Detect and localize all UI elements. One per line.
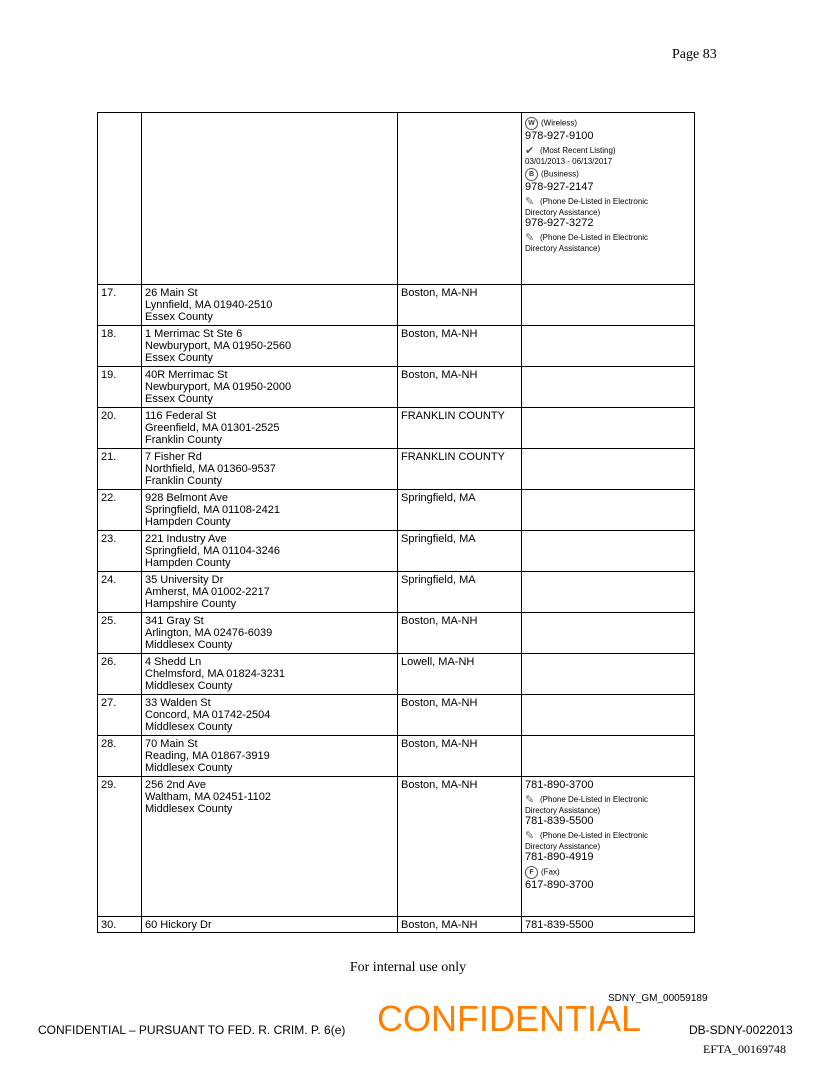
internal-use-note: For internal use only — [349, 960, 467, 975]
phone-cell — [522, 654, 695, 695]
checkmark-icon: ✔ — [525, 145, 535, 158]
address-cell — [142, 917, 398, 933]
address-line: Northfield, MA 01360-9537 — [145, 463, 276, 475]
metro-area-cell: FRANKLIN COUNTY — [398, 449, 522, 490]
address-line: 7 Fisher Rd — [145, 451, 202, 463]
row-number-cell: 22. — [98, 490, 142, 531]
row-number-cell: 28. — [98, 736, 142, 777]
address-line: Greenfield, MA 01301-2525 — [145, 422, 280, 434]
row-number-cell: 21. — [98, 449, 142, 490]
address-line: Concord, MA 01742-2504 — [145, 709, 271, 721]
table-row — [98, 449, 695, 490]
confidential-notice: CONFIDENTIAL – PURSUANT TO FED. R. CRIM. P. 6(e) — [38, 1023, 346, 1037]
metro-area-cell: Boston, MA-NH — [398, 285, 522, 326]
phone-cell — [522, 531, 695, 572]
phone-cell — [522, 367, 695, 408]
address-line: Franklin County — [145, 475, 223, 487]
phone-type-f-icon: F — [525, 866, 538, 879]
phone-cell — [522, 449, 695, 490]
address-cell — [142, 736, 398, 777]
address-line: Essex County — [145, 393, 213, 405]
phone-label-line — [525, 232, 691, 244]
table-row — [98, 490, 695, 531]
phone-cell — [522, 736, 695, 777]
address-line: Hampden County — [145, 557, 231, 569]
metro-area-cell: Springfield, MA — [398, 490, 522, 531]
phone-type-label: (Phone De-Listed in Electronic — [540, 795, 649, 805]
phone-type-label: (Phone De-Listed in Electronic — [540, 831, 649, 841]
address-cell — [142, 613, 398, 654]
address-line: 33 Walden St — [145, 697, 211, 709]
address-line: Hampden County — [145, 516, 231, 528]
phone-number: 781-890-4919 — [525, 851, 594, 864]
address-line: 116 Federal St — [145, 410, 217, 422]
address-cell — [142, 113, 398, 285]
phone-cell — [522, 490, 695, 531]
row-number-cell: 30. — [98, 917, 142, 933]
phone-label-continued: Directory Assistance) — [525, 208, 601, 218]
row-number-cell — [98, 113, 142, 285]
address-line: Middlesex County — [145, 680, 233, 692]
table-row — [98, 613, 695, 654]
phone-entry — [525, 794, 691, 828]
phone-type-label: (Wireless) — [541, 118, 577, 128]
phone-cell — [522, 695, 695, 736]
pencil-icon: ✎ — [525, 196, 535, 209]
row-number-cell: 20. — [98, 408, 142, 449]
table-row — [98, 695, 695, 736]
phone-label-continued: 03/01/2013 - 06/13/2017 — [525, 157, 613, 167]
phone-number: 617-890-3700 — [525, 879, 594, 892]
address-cell — [142, 695, 398, 736]
address-line: Essex County — [145, 352, 213, 364]
address-line: Middlesex County — [145, 762, 233, 774]
table-row — [98, 572, 695, 613]
metro-area-cell: Boston, MA-NH — [398, 613, 522, 654]
bates-sdny-gm: SDNY_GM_00059189 — [608, 993, 708, 1004]
address-cell — [142, 326, 398, 367]
page-number: Page 83 — [672, 47, 717, 62]
metro-area-cell: Boston, MA-NH — [398, 367, 522, 408]
address-line: Reading, MA 01867-3919 — [145, 750, 270, 762]
records-table-body — [98, 113, 695, 933]
address-line: Hampshire County — [145, 598, 237, 610]
address-line: Lynnfield, MA 01940-2510 — [145, 299, 273, 311]
pencil-icon: ✎ — [525, 794, 535, 807]
phone-label-line — [525, 830, 691, 842]
address-cell — [142, 408, 398, 449]
address-line: Waltham, MA 02451-1102 — [145, 791, 271, 803]
phone-type-label: (Phone De-Listed in Electronic — [540, 197, 649, 207]
phone-type-w-icon: W — [525, 117, 538, 130]
phone-cell — [522, 408, 695, 449]
address-line: 70 Main St — [145, 738, 198, 750]
address-line: Amherst, MA 01002-2217 — [145, 586, 270, 598]
address-line: Springfield, MA 01104-3246 — [145, 545, 280, 557]
phone-number: 978-927-3272 — [525, 217, 594, 230]
phone-type-label: (Fax) — [541, 867, 560, 877]
address-line: 1 Merrimac St Ste 6 — [145, 328, 243, 340]
table-row — [98, 736, 695, 777]
address-line: Springfield, MA 01108-2421 — [145, 504, 280, 516]
row-number-cell: 26. — [98, 654, 142, 695]
phone-entry — [525, 866, 691, 892]
metro-area-cell: FRANKLIN COUNTY — [398, 408, 522, 449]
table-row — [98, 408, 695, 449]
phone-cell — [522, 285, 695, 326]
address-cell — [142, 654, 398, 695]
phone-cell — [522, 572, 695, 613]
address-cell — [142, 490, 398, 531]
table-row — [98, 654, 695, 695]
phone-label-continued: Directory Assistance) — [525, 244, 601, 254]
address-line: 256 2nd Ave — [145, 779, 206, 791]
phone-number: 978-927-2147 — [525, 181, 594, 194]
address-line: Newburyport, MA 01950-2000 — [145, 381, 292, 393]
phone-type-label: (Business) — [541, 169, 579, 179]
address-cell — [142, 449, 398, 490]
phone-type-b-icon: B — [525, 168, 538, 181]
row-number-cell: 24. — [98, 572, 142, 613]
address-line: 40R Merrimac St — [145, 369, 228, 381]
row-number-cell: 19. — [98, 367, 142, 408]
phone-cell — [522, 917, 695, 933]
table-row — [98, 113, 695, 285]
phone-number: 781-890-3700 — [525, 779, 594, 791]
phone-number: 781-839-5500 — [525, 815, 594, 828]
address-line: Newburyport, MA 01950-2560 — [145, 340, 292, 352]
phone-label-line — [525, 145, 691, 157]
address-line: Chelmsford, MA 01824-3231 — [145, 668, 286, 680]
metro-area-cell: Lowell, MA-NH — [398, 654, 522, 695]
address-line: Middlesex County — [145, 803, 233, 815]
table-row — [98, 326, 695, 367]
phone-label-line — [525, 168, 691, 181]
efta-number: EFTA_00169748 — [703, 1042, 787, 1056]
row-number-cell: 29. — [98, 777, 142, 917]
table-row — [98, 285, 695, 326]
confidential-stamp: CONFIDENTIAL — [377, 998, 642, 1039]
address-line: 341 Gray St — [145, 615, 204, 627]
phone-entry — [525, 232, 691, 253]
address-line: Middlesex County — [145, 721, 233, 733]
phone-entry — [525, 117, 691, 143]
pencil-icon: ✎ — [525, 232, 535, 245]
row-number-cell: 18. — [98, 326, 142, 367]
phone-label-continued: Directory Assistance) — [525, 842, 601, 852]
address-cell — [142, 285, 398, 326]
phone-label-line — [525, 196, 691, 208]
phone-entry — [525, 145, 691, 166]
address-line: 4 Shedd Ln — [145, 656, 202, 668]
phone-label-line — [525, 866, 691, 879]
bates-db-sdny: DB-SDNY-0022013 — [689, 1023, 793, 1037]
address-cell — [142, 777, 398, 917]
phone-type-label: (Phone De-Listed in Electronic — [540, 233, 649, 243]
metro-area-cell: Boston, MA-NH — [398, 326, 522, 367]
phone-cell — [522, 777, 695, 917]
phone-label-continued: Directory Assistance) — [525, 806, 601, 816]
phone-entry — [525, 919, 691, 932]
phone-cell — [522, 613, 695, 654]
metro-area-cell — [398, 113, 522, 285]
address-line: Essex County — [145, 311, 213, 323]
metro-area-cell: Boston, MA-NH — [398, 695, 522, 736]
address-line: 928 Belmont Ave — [145, 492, 228, 504]
phone-number: 781-839-5500 — [525, 919, 594, 931]
phone-type-label: (Most Recent Listing) — [540, 146, 616, 156]
phone-entry — [525, 830, 691, 864]
phone-entry — [525, 168, 691, 194]
table-row — [98, 367, 695, 408]
pencil-icon: ✎ — [525, 830, 535, 843]
row-number-cell: 27. — [98, 695, 142, 736]
address-line: Arlington, MA 02476-6039 — [145, 627, 273, 639]
table-row — [98, 917, 695, 933]
address-line: 221 Industry Ave — [145, 533, 227, 545]
metro-area-cell: Springfield, MA — [398, 572, 522, 613]
phone-number: 978-927-9100 — [525, 130, 594, 142]
address-line: Franklin County — [145, 434, 223, 446]
address-line: Middlesex County — [145, 639, 233, 651]
records-table — [97, 112, 695, 933]
row-number-cell: 17. — [98, 285, 142, 326]
row-number-cell: 25. — [98, 613, 142, 654]
phone-entry — [525, 196, 691, 230]
metro-area-cell: Boston, MA-NH — [398, 777, 522, 917]
phone-cell — [522, 113, 695, 285]
row-number-cell: 23. — [98, 531, 142, 572]
phone-entry — [525, 779, 691, 792]
address-line: 26 Main St — [145, 287, 198, 299]
address-line: 60 Hickory Dr — [145, 919, 212, 931]
metro-area-cell: Boston, MA-NH — [398, 917, 522, 933]
table-row — [98, 777, 695, 917]
address-cell — [142, 572, 398, 613]
metro-area-cell: Springfield, MA — [398, 531, 522, 572]
address-cell — [142, 531, 398, 572]
table-row — [98, 531, 695, 572]
address-line: 35 University Dr — [145, 574, 224, 586]
metro-area-cell: Boston, MA-NH — [398, 736, 522, 777]
phone-label-line — [525, 794, 691, 806]
address-cell — [142, 367, 398, 408]
phone-cell — [522, 326, 695, 367]
phone-label-line — [525, 117, 691, 130]
